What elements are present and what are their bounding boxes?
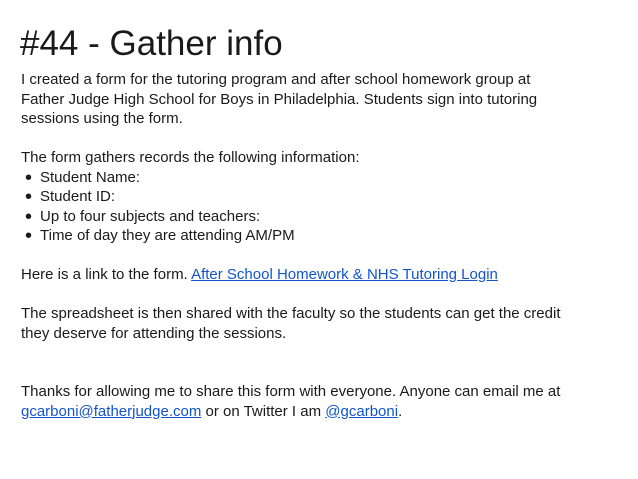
bullet-item: [21, 187, 633, 207]
gathers-heading: The form gathers records the following information:: [21, 149, 360, 166]
link-paragraph: [21, 265, 633, 285]
bullet-item: [21, 207, 633, 227]
bullet-item: [21, 168, 633, 188]
bullet-dot-icon: •: [25, 225, 33, 247]
intro-line-3: sessions using the form.: [21, 110, 183, 127]
info-bullet-list: [21, 168, 633, 246]
spacer: [21, 246, 633, 266]
thanks-line-2: [21, 402, 633, 422]
bullet-text: Up to four subjects and teachers:: [40, 207, 261, 225]
form-link[interactable]: After School Homework & NHS Tutoring Login: [191, 266, 498, 283]
spreadsheet-line-1: The spreadsheet is then shared with the faculty so the students can get the credit: [21, 305, 561, 322]
twitter-link[interactable]: @gcarboni: [325, 402, 399, 420]
thanks-line-1: Thanks for allowing me to share this form with everyone. Anyone can email me at: [21, 383, 561, 400]
thanks-end: .: [398, 402, 403, 420]
bullet-text: Student Name:: [40, 168, 141, 186]
spacer: [21, 343, 633, 382]
bullet-dot-icon: •: [25, 166, 33, 189]
spacer: [21, 285, 633, 305]
slide-body: [21, 70, 633, 421]
email-link[interactable]: gcarboni@fatherjudge.com: [21, 402, 202, 420]
bullet-text: Student ID:: [40, 188, 116, 205]
intro-line-2: Father Judge High School for Boys in Philadelphia. Students sign into tutoring: [21, 90, 538, 108]
thanks-middle: or on Twitter I am: [201, 402, 326, 420]
bullet-dot-icon: •: [25, 186, 33, 208]
intro-line-1: I created a form for the tutoring program and after school homework group at: [21, 71, 531, 88]
spreadsheet-line-2: they deserve for attending the sessions.: [21, 324, 287, 342]
bullet-dot-icon: •: [25, 205, 33, 228]
link-prefix: Here is a link to the form.: [21, 266, 192, 283]
spacer: [21, 129, 633, 149]
slide-title: #44 - Gather info: [20, 24, 283, 63]
bullet-text: Time of day they are attending AM/PM: [40, 227, 295, 244]
bullet-item: [21, 226, 633, 246]
